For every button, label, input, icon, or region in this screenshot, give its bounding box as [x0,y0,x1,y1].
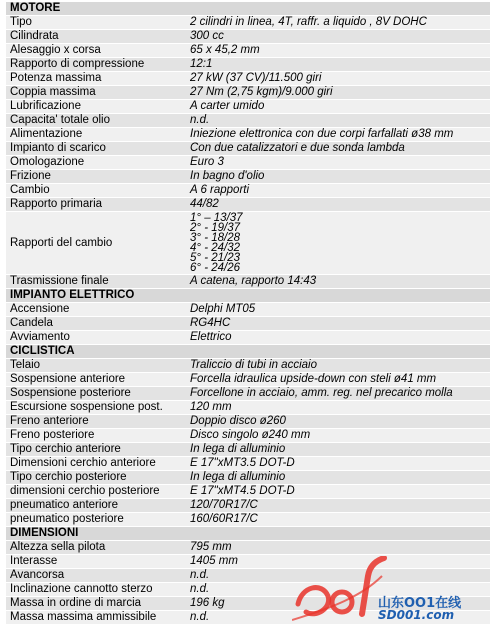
spec-row [6,457,490,471]
spec-label: Tipo cerchio anteriore [6,443,186,457]
spec-value: Traliccio di tubi in acciaio [186,359,490,373]
spec-value: n.d. [186,583,490,597]
spec-label: Massa massima ammissibile [6,611,186,625]
spec-label: Alimentazione [6,128,186,142]
watermark-subtext: SD001.com [378,608,455,622]
section-title: CICLISTICA [6,345,490,359]
spec-value [186,212,490,275]
spec-row [6,30,490,44]
spec-label: pneumatico anteriore [6,499,186,513]
spec-row [6,443,490,457]
spec-value: 120 mm [186,401,490,415]
spec-value: A carter umido [186,100,490,114]
spec-label: Freno posteriore [6,429,186,443]
spec-value: A 6 rapporti [186,184,490,198]
spec-row [6,569,490,583]
spec-label: Sospensione posteriore [6,387,186,401]
spec-value: A catena, rapporto 14:43 [186,275,490,289]
spec-value: 44/82 [186,198,490,212]
spec-row [6,184,490,198]
spec-label: Dimensioni cerchio anteriore [6,457,186,471]
spec-label: Capacita' totale olio [6,114,186,128]
spec-value: n.d. [186,114,490,128]
spec-row [6,303,490,317]
spec-row [6,58,490,72]
spec-label: Tipo cerchio posteriore [6,471,186,485]
spec-label: Frizione [6,170,186,184]
gear-ratio: 4° - 24/32 [190,242,240,254]
spec-label: Omologazione [6,156,186,170]
spec-label: Freno anteriore [6,415,186,429]
spec-row [6,212,490,275]
spec-value: Forcella idraulica upside-down con steli ø41 mm [186,373,490,387]
spec-row [6,275,490,289]
spec-row [6,100,490,114]
spec-value: Euro 3 [186,156,490,170]
spec-value: 65 x 45,2 mm [186,44,490,58]
spec-row [6,611,490,625]
spec-label: Rapporto primaria [6,198,186,212]
section-title: MOTORE [6,2,490,16]
spec-label: Coppia massima [6,86,186,100]
spec-label: Rapporti del cambio [6,212,186,275]
spec-value: Elettrico [186,331,490,345]
spec-label: Candela [6,317,186,331]
spec-value: Forcellone in acciaio, amm. reg. nel precarico molla [186,387,490,401]
spec-row [6,583,490,597]
spec-value: RG4HC [186,317,490,331]
spec-value: 120/70R17/C [186,499,490,513]
spec-row [6,485,490,499]
spec-row [6,387,490,401]
spec-row [6,499,490,513]
spec-row [6,170,490,184]
spec-value: In bagno d'olio [186,170,490,184]
spec-value: 795 mm [186,541,490,555]
spec-label: Inclinazione cannotto sterzo [6,583,186,597]
spec-label: Alesaggio x corsa [6,44,186,58]
spec-label: Avviamento [6,331,186,345]
spec-label: Avancorsa [6,569,186,583]
spec-label: Cilindrata [6,30,186,44]
spec-value: Con due catalizzatori e due sonda lambda [186,142,490,156]
spec-value: 2 cilindri in linea, 4T, raffr. a liquido , 8V DOHC [186,16,490,30]
spec-row [6,86,490,100]
spec-table [6,2,490,625]
spec-row [6,597,490,611]
spec-row [6,429,490,443]
spec-label: Altezza sella pilota [6,541,186,555]
spec-body [6,2,490,625]
section-title: DIMENSIONI [6,527,490,541]
spec-label: Interasse [6,555,186,569]
spec-row [6,359,490,373]
section-header [6,527,490,541]
spec-row [6,198,490,212]
gear-ratio: 5° - 21/23 [190,252,240,264]
spec-label: Potenza massima [6,72,186,86]
spec-label: Sospensione anteriore [6,373,186,387]
spec-row [6,513,490,527]
spec-row [6,471,490,485]
spec-row [6,128,490,142]
spec-row [6,541,490,555]
spec-row [6,401,490,415]
spec-value: 300 cc [186,30,490,44]
section-header [6,2,490,16]
spec-label: Impianto di scarico [6,142,186,156]
gear-ratio: 6° - 24/26 [190,262,240,274]
spec-row [6,114,490,128]
spec-label: Accensione [6,303,186,317]
spec-label: Massa in ordine di marcia [6,597,186,611]
spec-row [6,331,490,345]
spec-value: 12:1 [186,58,490,72]
spec-row [6,16,490,30]
spec-value: n.d. [186,569,490,583]
spec-row [6,44,490,58]
spec-label: Telaio [6,359,186,373]
spec-row [6,156,490,170]
spec-value: Doppio disco ø260 [186,415,490,429]
spec-row [6,373,490,387]
spec-row [6,142,490,156]
gear-ratio: 2° - 19/37 [190,222,240,234]
spec-value: Disco singolo ø240 mm [186,429,490,443]
spec-label: Cambio [6,184,186,198]
gear-ratio: 1° – 13/37 [190,212,243,224]
spec-label: Tipo [6,16,186,30]
spec-value: 196 kg [186,597,490,611]
spec-label: dimensioni cerchio posteriore [6,485,186,499]
spec-value: In lega di alluminio [186,471,490,485]
section-title: IMPIANTO ELETTRICO [6,289,490,303]
spec-row [6,555,490,569]
spec-row [6,72,490,86]
gear-ratio: 3° - 18/28 [190,232,240,244]
spec-label: Escursione sospensione post. [6,401,186,415]
spec-value: n.d. [186,611,490,625]
spec-value: 160/60R17/C [186,513,490,527]
spec-value: Iniezione elettronica con due corpi farfallati ø38 mm [186,128,490,142]
spec-value: 1405 mm [186,555,490,569]
spec-value: Delphi MT05 [186,303,490,317]
spec-value: In lega di alluminio [186,443,490,457]
spec-label: Rapporto di compressione [6,58,186,72]
watermark-text: 山东OO1在线 [378,596,462,611]
spec-label: Trasmissione finale [6,275,186,289]
spec-row [6,415,490,429]
section-header [6,289,490,303]
spec-label: pneumatico posteriore [6,513,186,527]
spec-value: 27 Nm (2,75 kgm)/9.000 giri [186,86,490,100]
spec-value: E 17"xMT3.5 DOT-D [186,457,490,471]
spec-label: Lubrificazione [6,100,186,114]
spec-value: E 17"xMT4.5 DOT-D [186,485,490,499]
spec-row [6,317,490,331]
spec-value: 27 kW (37 CV)/11.500 giri [186,72,490,86]
section-header [6,345,490,359]
